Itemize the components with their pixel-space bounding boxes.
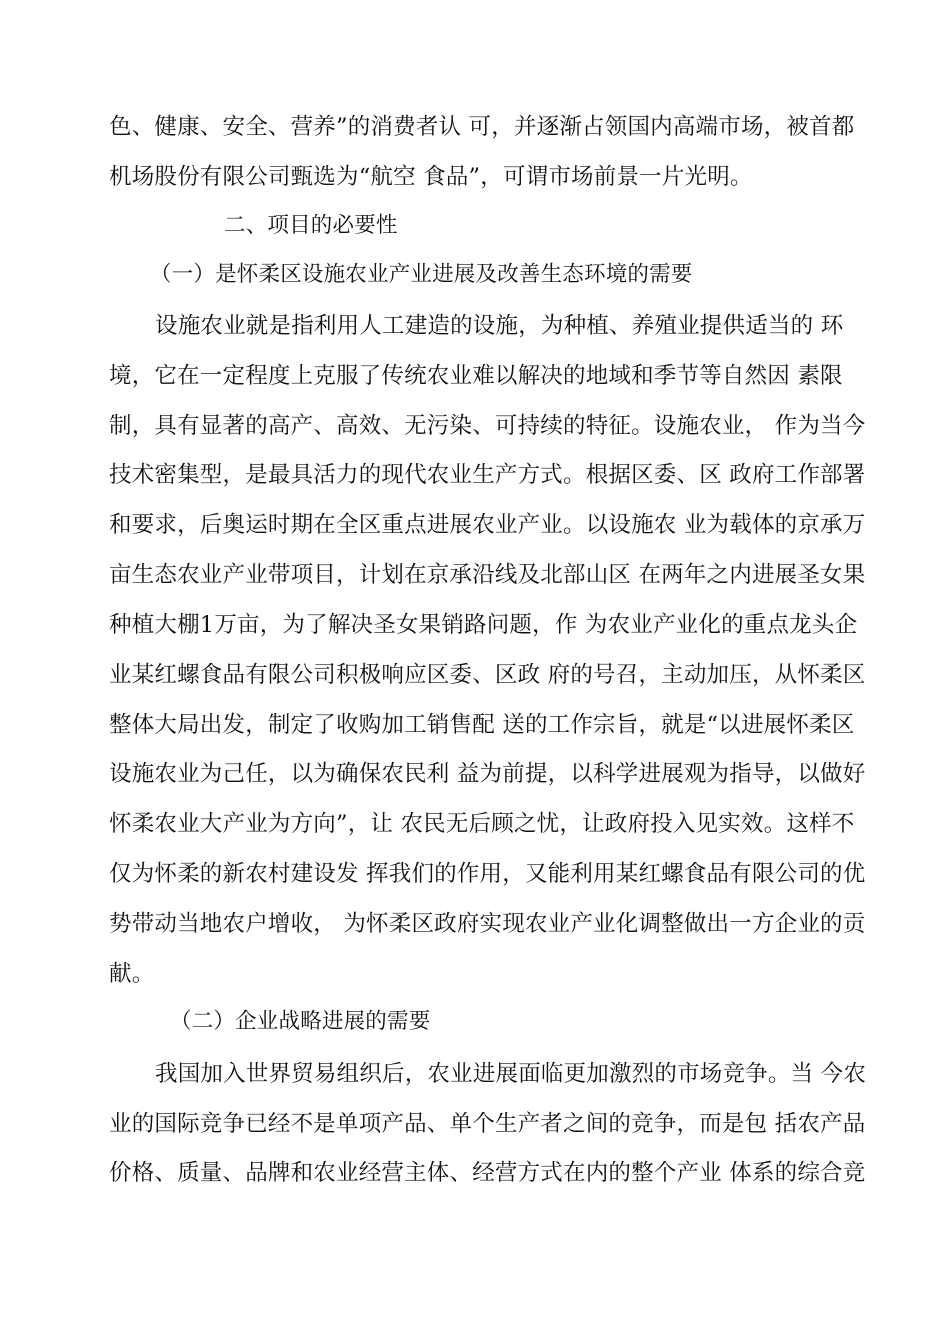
body-line-2: 机场股份有限公司甄选为“航空 食品”，可谓市场前景一片光明。 — [109, 164, 753, 190]
body-line-22: 价格、质量、品牌和农业经营主体、经营方式在内的整个产业 体系的综合竞 — [109, 1160, 866, 1186]
body-line-6: 境，它在一定程度上克服了传统农业难以解决的地域和季节等自然因 素限 — [109, 363, 843, 389]
body-line-13: 整体大局出发，制定了收购加工销售配 送的工作宗旨，就是“以进展怀柔区 — [109, 712, 855, 738]
body-line-7: 制，具有显著的高产、高效、无污染、可持续的特征。设施农业， 作为当今 — [109, 413, 866, 439]
subsection-heading-1: （一）是怀柔区设施农业产业进展及改善生态环境的需要 — [150, 262, 693, 287]
body-line-12: 业某红螺食品有限公司积极响应区委、区政 府的号召，主动加压，从怀柔区 — [109, 662, 866, 688]
body-line-5: 设施农业就是指利用人工建造的设施，为种植、养殖业提供适当的 环 — [155, 313, 844, 339]
body-line-10: 亩生态农业产业带项目，计划在京承沿线及北部山区 在两年之内进展圣女果 — [109, 562, 866, 588]
body-line-17: 势带动当地农户增收， 为怀柔区政府实现农业产业化调整做出一方企业的贡 — [109, 911, 866, 937]
body-line-16: 仅为怀柔的新农村建设发 挥我们的作用，又能利用某红螺食品有限公司的优 — [109, 861, 866, 887]
body-line-20: 我国加入世界贸易组织后，农业进展面临更加激烈的市场竞争。当 今农 — [155, 1061, 867, 1087]
body-line-1: 色、健康、安全、营养”的消费者认 可，并逐渐占领国内高端市场，被首都 — [109, 114, 855, 140]
subsection-heading-2: （二）企业战略进展的需要 — [170, 1009, 431, 1034]
body-line-21: 业的国际竞争已经不是单项产品、单个生产者之间的竞争，而是包 括农产品 — [109, 1111, 866, 1137]
body-line-18: 献。 — [109, 961, 155, 987]
body-line-14: 设施农业为己任，以为确保农民利 益为前提，以科学进展观为指导，以做好 — [109, 761, 866, 787]
section-heading: 二、项目的必要性 — [224, 213, 398, 238]
body-line-8: 技术密集型，是最具活力的现代农业生产方式。根据区委、区 政府工作部署 — [109, 462, 866, 488]
body-line-11: 种植大棚1万亩，为了解决圣女果销路问题，作 为农业产业化的重点龙头企 — [109, 612, 858, 638]
body-line-15: 怀柔农业大产业为方向”，让 农民无后顾之忧，让政府投入见实效。这样不 — [109, 811, 855, 837]
body-line-9: 和要求，后奥运时期在全区重点进展农业产业。以设施农 业为载体的京承万 — [109, 512, 866, 538]
